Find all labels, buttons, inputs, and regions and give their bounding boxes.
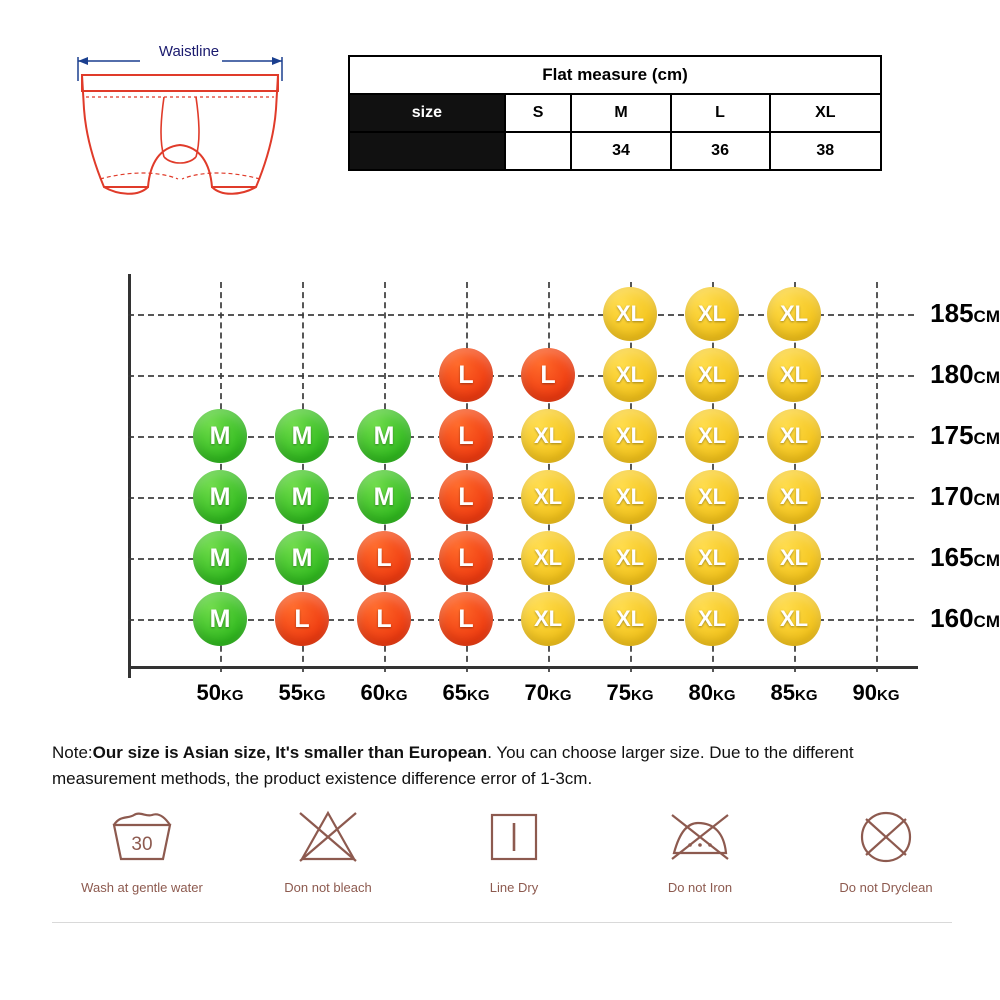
size-cell-m: M — [193, 592, 247, 646]
x-axis-tick-label: 70KG — [524, 680, 572, 705]
note-prefix: Note: — [52, 743, 93, 762]
note-text — [52, 740, 952, 793]
briefs-illustration — [60, 45, 300, 220]
care-item-iron — [610, 805, 790, 895]
size-cell-xl: XL — [767, 409, 821, 463]
size-cell-xl: XL — [685, 409, 739, 463]
x-axis-tick-label: 85KG — [770, 680, 818, 705]
care-item-dryclean — [796, 805, 976, 895]
care-label-bleach: Don not bleach — [284, 880, 372, 895]
size-cell-l: L — [439, 470, 493, 524]
y-axis-tick-label: 175CM — [930, 420, 1000, 450]
size-cell-xl: XL — [685, 531, 739, 585]
care-item-linedry — [424, 805, 604, 895]
size-cell-xl: XL — [685, 348, 739, 402]
care-item-wash — [52, 805, 232, 895]
do-not-iron-icon — [664, 805, 736, 867]
value-m: 34 — [571, 132, 670, 170]
care-label-iron: Do not Iron — [667, 880, 733, 895]
x-axis-tick-label: 65KG — [442, 680, 490, 705]
care-item-bleach — [238, 805, 418, 895]
size-cell-xl: XL — [521, 470, 575, 524]
care-label-wash: Wash at gentle water — [81, 880, 203, 895]
size-cell-xl: XL — [521, 409, 575, 463]
size-cell-m: M — [275, 409, 329, 463]
header-cell-l: L — [671, 94, 770, 132]
size-cell-m: M — [193, 470, 247, 524]
size-cell-m: M — [357, 409, 411, 463]
do-not-dryclean-icon — [850, 805, 922, 867]
do-not-bleach-icon — [292, 805, 364, 867]
value-l: 36 — [671, 132, 770, 170]
top-section — [0, 0, 1000, 230]
size-cell-xl: XL — [685, 592, 739, 646]
note-rest: . You can choose larger size. Due to the different measurement methods, the product existence difference error of 1-3cm. — [52, 743, 854, 789]
size-cell-xl: XL — [603, 287, 657, 341]
size-cell-l: L — [275, 592, 329, 646]
garment-sketch — [60, 45, 300, 220]
note-bold: Our size is Asian size, It's smaller than European — [92, 743, 488, 762]
size-cell-l: L — [357, 531, 411, 585]
x-axis-tick-label: 80KG — [688, 680, 736, 705]
value-xl: 38 — [770, 132, 881, 170]
grid-line-vertical — [876, 282, 878, 672]
y-axis-tick-label: 165CM — [930, 542, 1000, 572]
size-cell-xl: XL — [767, 287, 821, 341]
x-axis-tick-label: 60KG — [360, 680, 408, 705]
size-cell-xl: XL — [603, 409, 657, 463]
size-cell-l: L — [357, 592, 411, 646]
header-cell-m: M — [571, 94, 670, 132]
footer-divider — [52, 922, 952, 923]
y-axis-tick-label: 180CM — [930, 359, 1000, 389]
size-cell-m: M — [193, 531, 247, 585]
care-label-dryclean: Do not Dryclean — [839, 880, 933, 895]
size-cell-xl: XL — [603, 348, 657, 402]
size-cell-xl: XL — [767, 470, 821, 524]
y-axis-tick-label: 185CM — [930, 298, 1000, 328]
table-title-row — [349, 56, 881, 94]
size-chart — [0, 262, 1000, 722]
x-axis — [128, 666, 918, 669]
size-cell-m: M — [193, 409, 247, 463]
flat-measure-table — [348, 55, 882, 171]
y-axis-tick-label: 160CM — [930, 603, 1000, 633]
size-cell-m: M — [357, 470, 411, 524]
y-axis — [128, 274, 131, 678]
y-axis-tick-label: 170CM — [930, 481, 1000, 511]
care-label-linedry: Line Dry — [489, 880, 539, 895]
size-cell-xl: XL — [767, 592, 821, 646]
size-cell-l: L — [439, 348, 493, 402]
line-dry-icon — [478, 805, 550, 867]
x-axis-tick-label: 50KG — [196, 680, 244, 705]
svg-text:30: 30 — [131, 834, 153, 855]
size-cell-xl: XL — [521, 531, 575, 585]
size-cell-xl: XL — [685, 470, 739, 524]
size-cell-l: L — [439, 409, 493, 463]
size-cell-xl: XL — [521, 592, 575, 646]
header-cell-size: size — [349, 94, 505, 132]
size-cell-xl: XL — [767, 531, 821, 585]
care-instructions — [52, 805, 952, 925]
size-cell-l: L — [439, 531, 493, 585]
header-cell-xl: XL — [770, 94, 881, 132]
size-cell-xl: XL — [685, 287, 739, 341]
size-cell-xl: XL — [603, 592, 657, 646]
size-cell-m: M — [275, 531, 329, 585]
x-axis-tick-label: 55KG — [278, 680, 326, 705]
x-axis-tick-label: 75KG — [606, 680, 654, 705]
table-header-row — [349, 94, 881, 132]
value-s — [505, 132, 572, 170]
size-cell-xl: XL — [603, 531, 657, 585]
wash-tub-30-icon — [106, 805, 178, 867]
size-cell-l: L — [521, 348, 575, 402]
table-row — [349, 132, 881, 170]
size-cell-m: M — [275, 470, 329, 524]
x-axis-tick-label: 90KG — [852, 680, 900, 705]
header-cell-s: S — [505, 94, 572, 132]
size-cell-l: L — [439, 592, 493, 646]
size-cell-xl: XL — [603, 470, 657, 524]
waistline-label: Waistline — [158, 43, 220, 60]
size-cell-xl: XL — [767, 348, 821, 402]
row-label — [349, 132, 505, 170]
table-title: Flat measure (cm) — [349, 56, 881, 94]
